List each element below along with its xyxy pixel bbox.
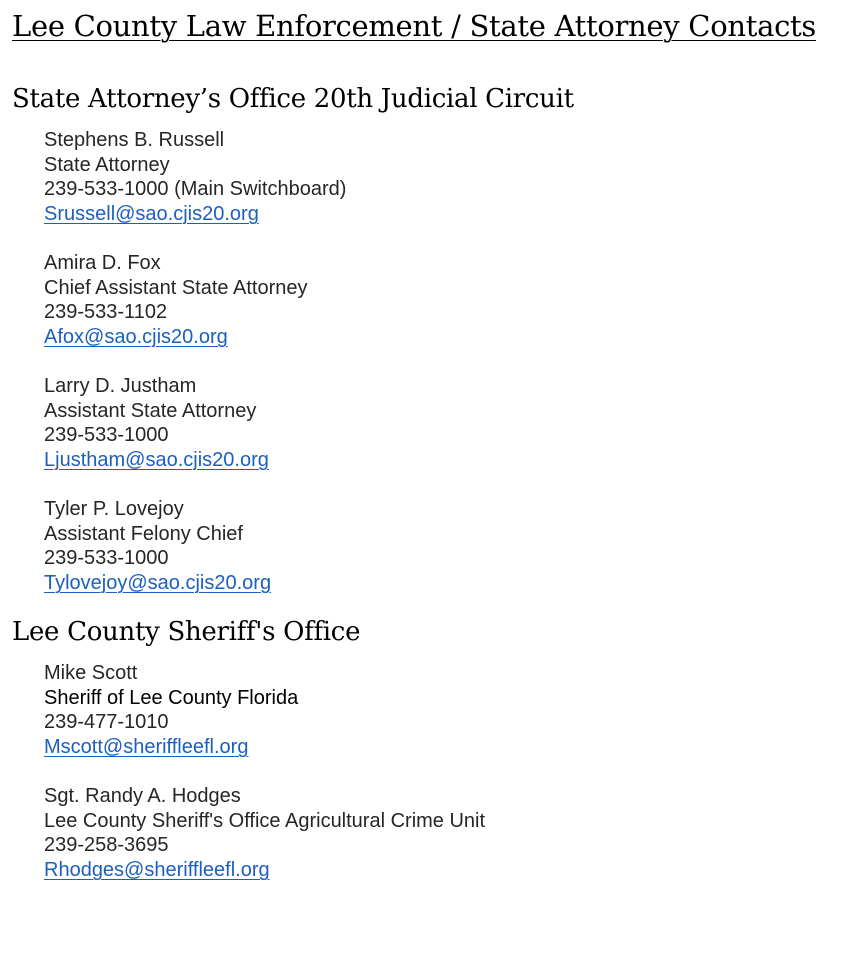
contact-phone: 239-258-3695 — [44, 834, 169, 857]
contact-email-link[interactable]: Tylovejoy@sao.cjis20.org — [44, 571, 272, 594]
contact-email-link[interactable]: Rhodges@sheriffleefl.org — [44, 859, 270, 882]
contact-card — [44, 374, 838, 472]
contact-email-link[interactable]: Mscott@sheriffleefl.org — [44, 736, 249, 759]
contact-card — [44, 661, 838, 759]
section-heading: State Attorney’s Office 20th Judicial Circuit — [12, 84, 574, 114]
contact-phone: 239-533-1000 — [44, 547, 169, 570]
contact-name: Mike Scott — [44, 662, 138, 685]
contact-card — [44, 497, 838, 595]
contact-list — [12, 128, 838, 595]
contact-name: Sgt. Randy A. Hodges — [44, 785, 241, 808]
contact-card — [44, 128, 838, 226]
contact-title: State Attorney — [44, 153, 170, 176]
contact-name: Amira D. Fox — [44, 251, 161, 274]
contact-title: Chief Assistant State Attorney — [44, 276, 308, 299]
contact-email-link[interactable]: Srussell@sao.cjis20.org — [44, 202, 259, 225]
contact-email-link[interactable]: Afox@sao.cjis20.org — [44, 325, 228, 348]
section-heading: Lee County Sheriff's Office — [12, 617, 361, 648]
contact-card — [44, 784, 838, 882]
contact-phone: 239-533-1102 — [44, 301, 168, 324]
contact-phone: 239-533-1000 (Main Switchboard) — [44, 178, 347, 201]
contact-name: Tyler P. Lovejoy — [44, 497, 184, 520]
contact-title: Lee County Sheriff's Office Agricultural Crime Unit — [44, 809, 486, 832]
contact-list — [12, 661, 838, 882]
document-page — [12, 6, 838, 883]
document-title: Lee County Law Enforcement / State Attorney Contacts — [12, 9, 816, 43]
section-sheriffs-office — [12, 615, 838, 882]
contact-title: Assistant Felony Chief — [44, 522, 243, 545]
contact-title: Sheriff of Lee County Florida — [44, 686, 299, 709]
contact-title: Assistant State Attorney — [44, 399, 257, 422]
contact-name: Larry D. Justham — [44, 374, 197, 397]
contact-phone: 239-533-1000 — [44, 424, 169, 447]
contact-name: Stephens B. Russell — [44, 129, 225, 151]
contact-email-link[interactable]: Ljustham@sao.cjis20.org — [44, 448, 269, 471]
contact-card — [44, 251, 838, 349]
contact-phone: 239-477-1010 — [44, 711, 169, 734]
section-state-attorney — [12, 82, 838, 595]
